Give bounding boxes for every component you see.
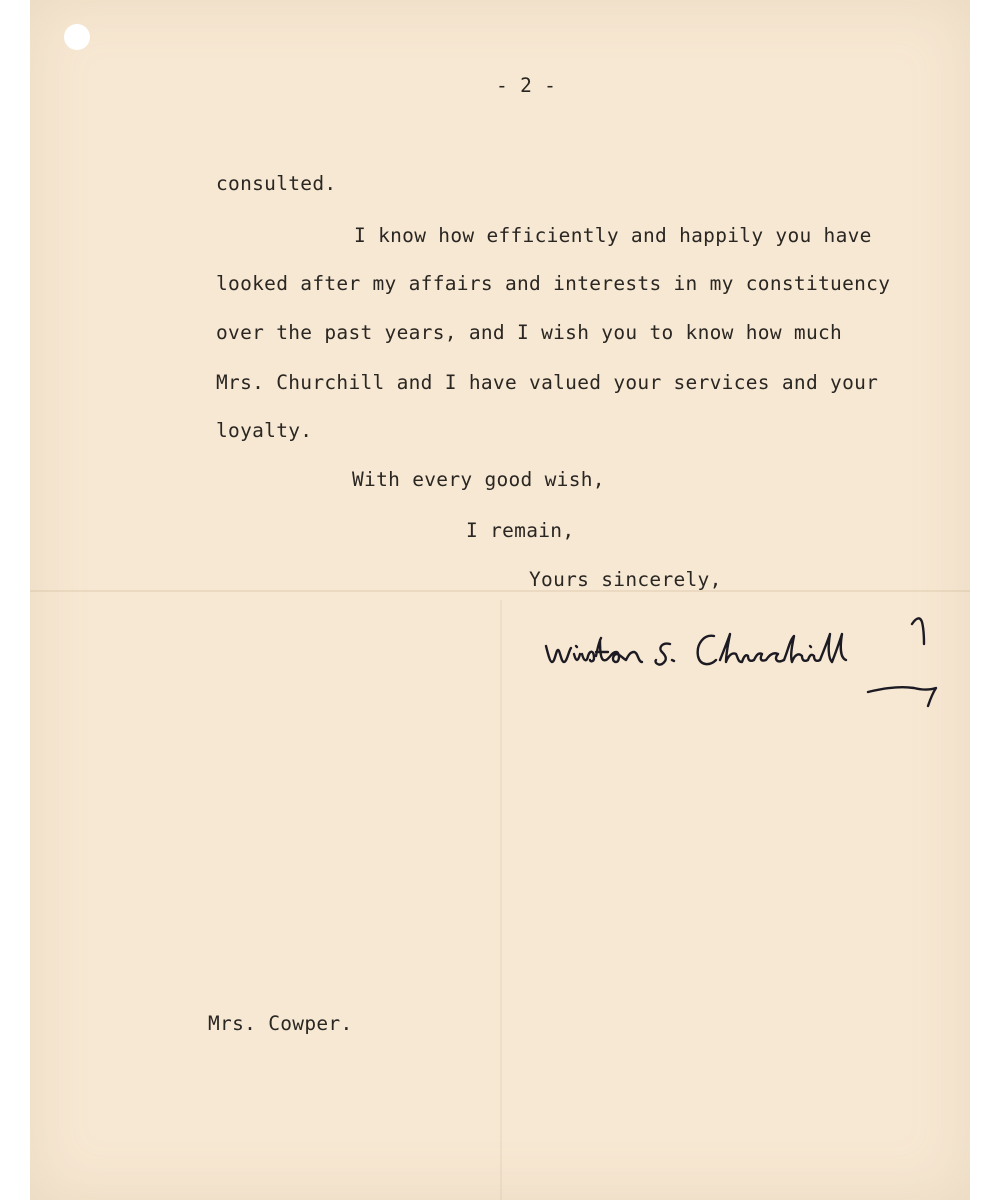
fold-line-horizontal xyxy=(30,590,970,592)
closing-sign-off: Yours sincerely, xyxy=(529,568,722,591)
page-number: - 2 - xyxy=(496,74,557,97)
body-line-4: over the past years, and I wish you to know how much xyxy=(216,321,843,344)
fold-line-vertical xyxy=(500,600,502,1200)
signature-handwritten xyxy=(538,610,948,710)
body-line-3: looked after my affairs and interests in my constituency xyxy=(216,272,891,295)
body-line-1: consulted. xyxy=(216,172,337,195)
body-line-5: Mrs. Churchill and I have valued your services and your xyxy=(216,371,879,394)
punch-hole xyxy=(64,24,90,50)
recipient-name: Mrs. Cowper. xyxy=(208,1012,353,1035)
closing-remain: I remain, xyxy=(466,519,575,542)
body-line-2: I know how efficiently and happily you have xyxy=(354,224,872,247)
body-line-6: loyalty. xyxy=(216,419,313,442)
letter-page xyxy=(30,0,970,1200)
closing-wish: With every good wish, xyxy=(352,468,605,491)
